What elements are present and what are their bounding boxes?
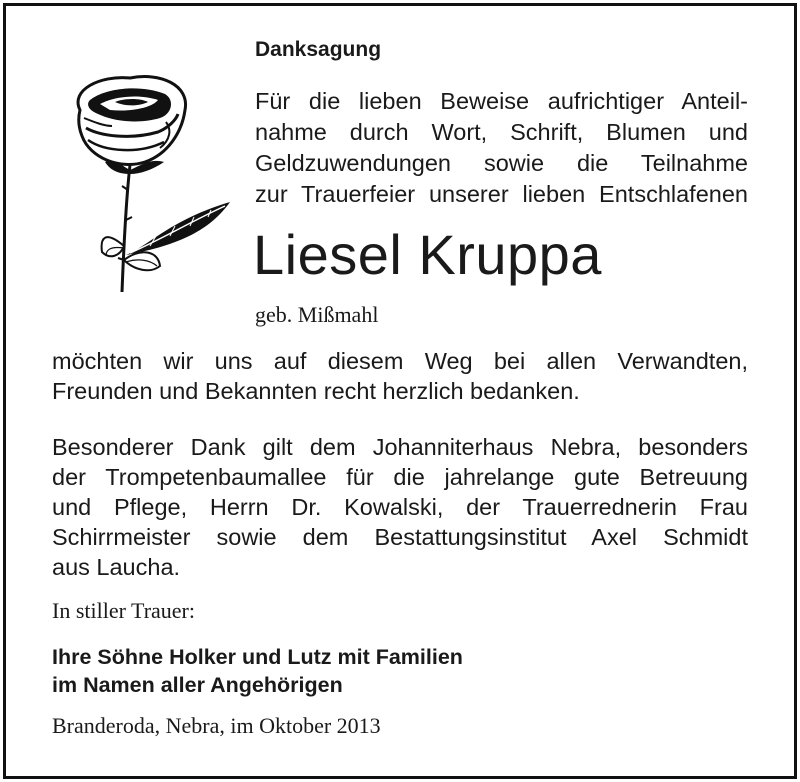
special-line: und Pflege, Herrn Dr. Kowalski, der Trauerrednerin Frau: [52, 494, 748, 520]
intro-line: Geldzuwendungen sowie die Teilnahme: [255, 150, 748, 176]
notice-heading: Danksagung: [255, 38, 382, 61]
intro-paragraph: [255, 86, 748, 210]
family-signature: [52, 643, 463, 699]
thanks-line: Freunden und Bekannten recht herzlich bedanken.: [52, 378, 580, 404]
special-line: der Trompetenbaumallee für die jahrelange gute Betreuung: [52, 464, 748, 490]
special-line: aus Laucha.: [52, 554, 181, 580]
intro-line: zur Trauerfeier unserer lieben Entschlafenen: [255, 181, 748, 207]
deceased-name: Liesel Kruppa: [253, 223, 602, 286]
silence-line: In stiller Trauer:: [52, 598, 195, 623]
intro-line: Für die lieben Beweise aufrichtiger Anteil-: [255, 88, 748, 114]
special-line: Schirrmeister sowie dem Bestattungsinstitut Axel Schmidt: [52, 524, 748, 550]
thanks-line: möchten wir uns auf diesem Weg bei allen Verwandten,: [52, 348, 748, 374]
thanks-paragraph: [52, 346, 748, 406]
special-thanks-paragraph: [52, 432, 748, 582]
place-date: Branderoda, Nebra, im Oktober 2013: [52, 713, 381, 738]
maiden-name: geb. Mißmahl: [255, 302, 379, 327]
family-line: im Namen aller Angehörigen: [52, 673, 343, 697]
rose-icon: [60, 70, 245, 295]
special-line: Besonderer Dank gilt dem Johanniterhaus Nebra, besonders: [52, 434, 748, 460]
intro-line: nahme durch Wort, Schrift, Blumen und: [255, 119, 748, 145]
family-line: Ihre Söhne Holker und Lutz mit Familien: [52, 645, 463, 669]
